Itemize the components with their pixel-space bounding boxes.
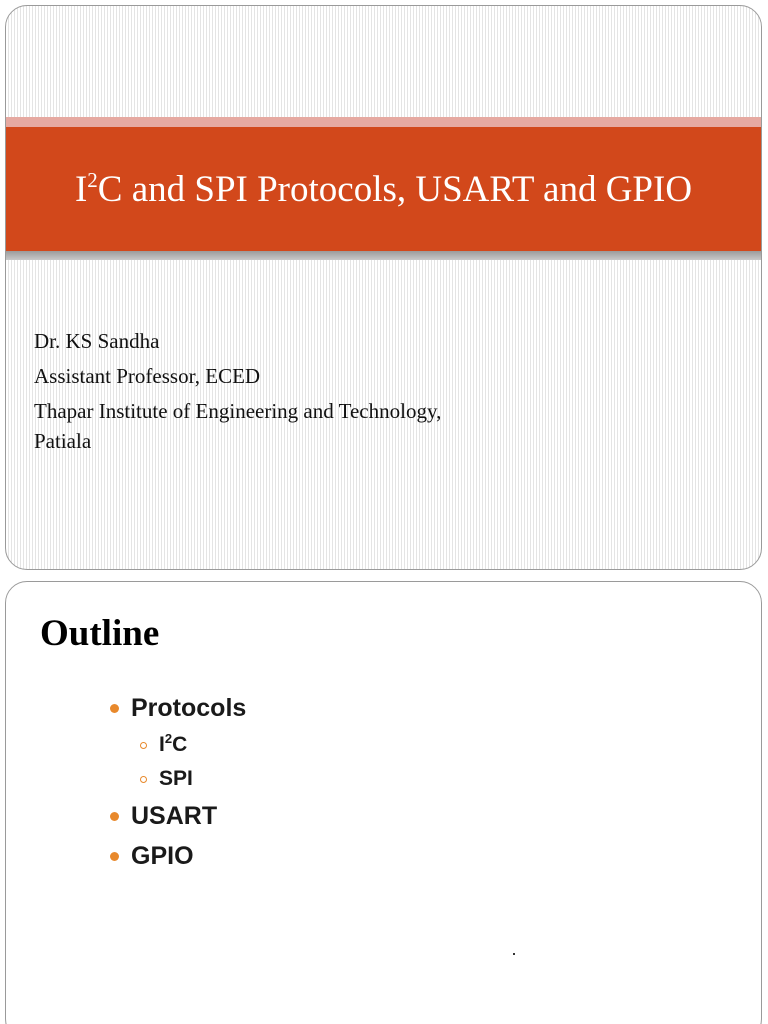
list-item-label bbox=[159, 733, 187, 757]
title-band-shadow bbox=[6, 251, 761, 260]
list-item-label: SPI bbox=[159, 767, 193, 790]
author-block bbox=[34, 326, 554, 461]
stray-dot bbox=[513, 953, 515, 955]
title-prefix: I bbox=[74, 168, 88, 210]
list-item-protocols bbox=[110, 688, 246, 728]
bullet-dot-icon bbox=[110, 704, 119, 713]
list-item-gpio bbox=[110, 836, 246, 876]
bullet-ring-icon bbox=[140, 776, 147, 783]
list-item-label: Protocols bbox=[131, 693, 247, 722]
list-item-spi bbox=[110, 762, 246, 796]
i2c-superscript: 2 bbox=[164, 731, 173, 746]
outline-list bbox=[110, 688, 246, 876]
title-rest: C and SPI Protocols, USART and GPIO bbox=[97, 168, 693, 210]
list-item-i2c bbox=[110, 728, 246, 762]
slide-title bbox=[5, 5, 762, 570]
list-item-label: USART bbox=[131, 801, 218, 830]
author-institute: Thapar Institute of Engineering and Technology, bbox=[34, 399, 442, 423]
author-city: Patiala bbox=[34, 429, 92, 453]
bullet-dot-icon bbox=[110, 852, 119, 861]
slide-title-text bbox=[75, 168, 692, 211]
author-name: Dr. KS Sandha bbox=[34, 329, 160, 353]
title-superscript: 2 bbox=[87, 167, 98, 192]
i2c-prefix: I bbox=[159, 733, 165, 756]
bullet-ring-icon bbox=[140, 742, 147, 749]
title-band-top-stripe bbox=[6, 117, 761, 127]
title-band bbox=[6, 127, 761, 251]
slide-outline bbox=[5, 581, 762, 1024]
bullet-dot-icon bbox=[110, 812, 119, 821]
outline-heading: Outline bbox=[40, 613, 160, 654]
i2c-rest: C bbox=[172, 733, 188, 756]
list-item-label: GPIO bbox=[131, 841, 194, 870]
author-position: Assistant Professor, ECED bbox=[34, 364, 261, 388]
list-item-usart bbox=[110, 796, 246, 836]
